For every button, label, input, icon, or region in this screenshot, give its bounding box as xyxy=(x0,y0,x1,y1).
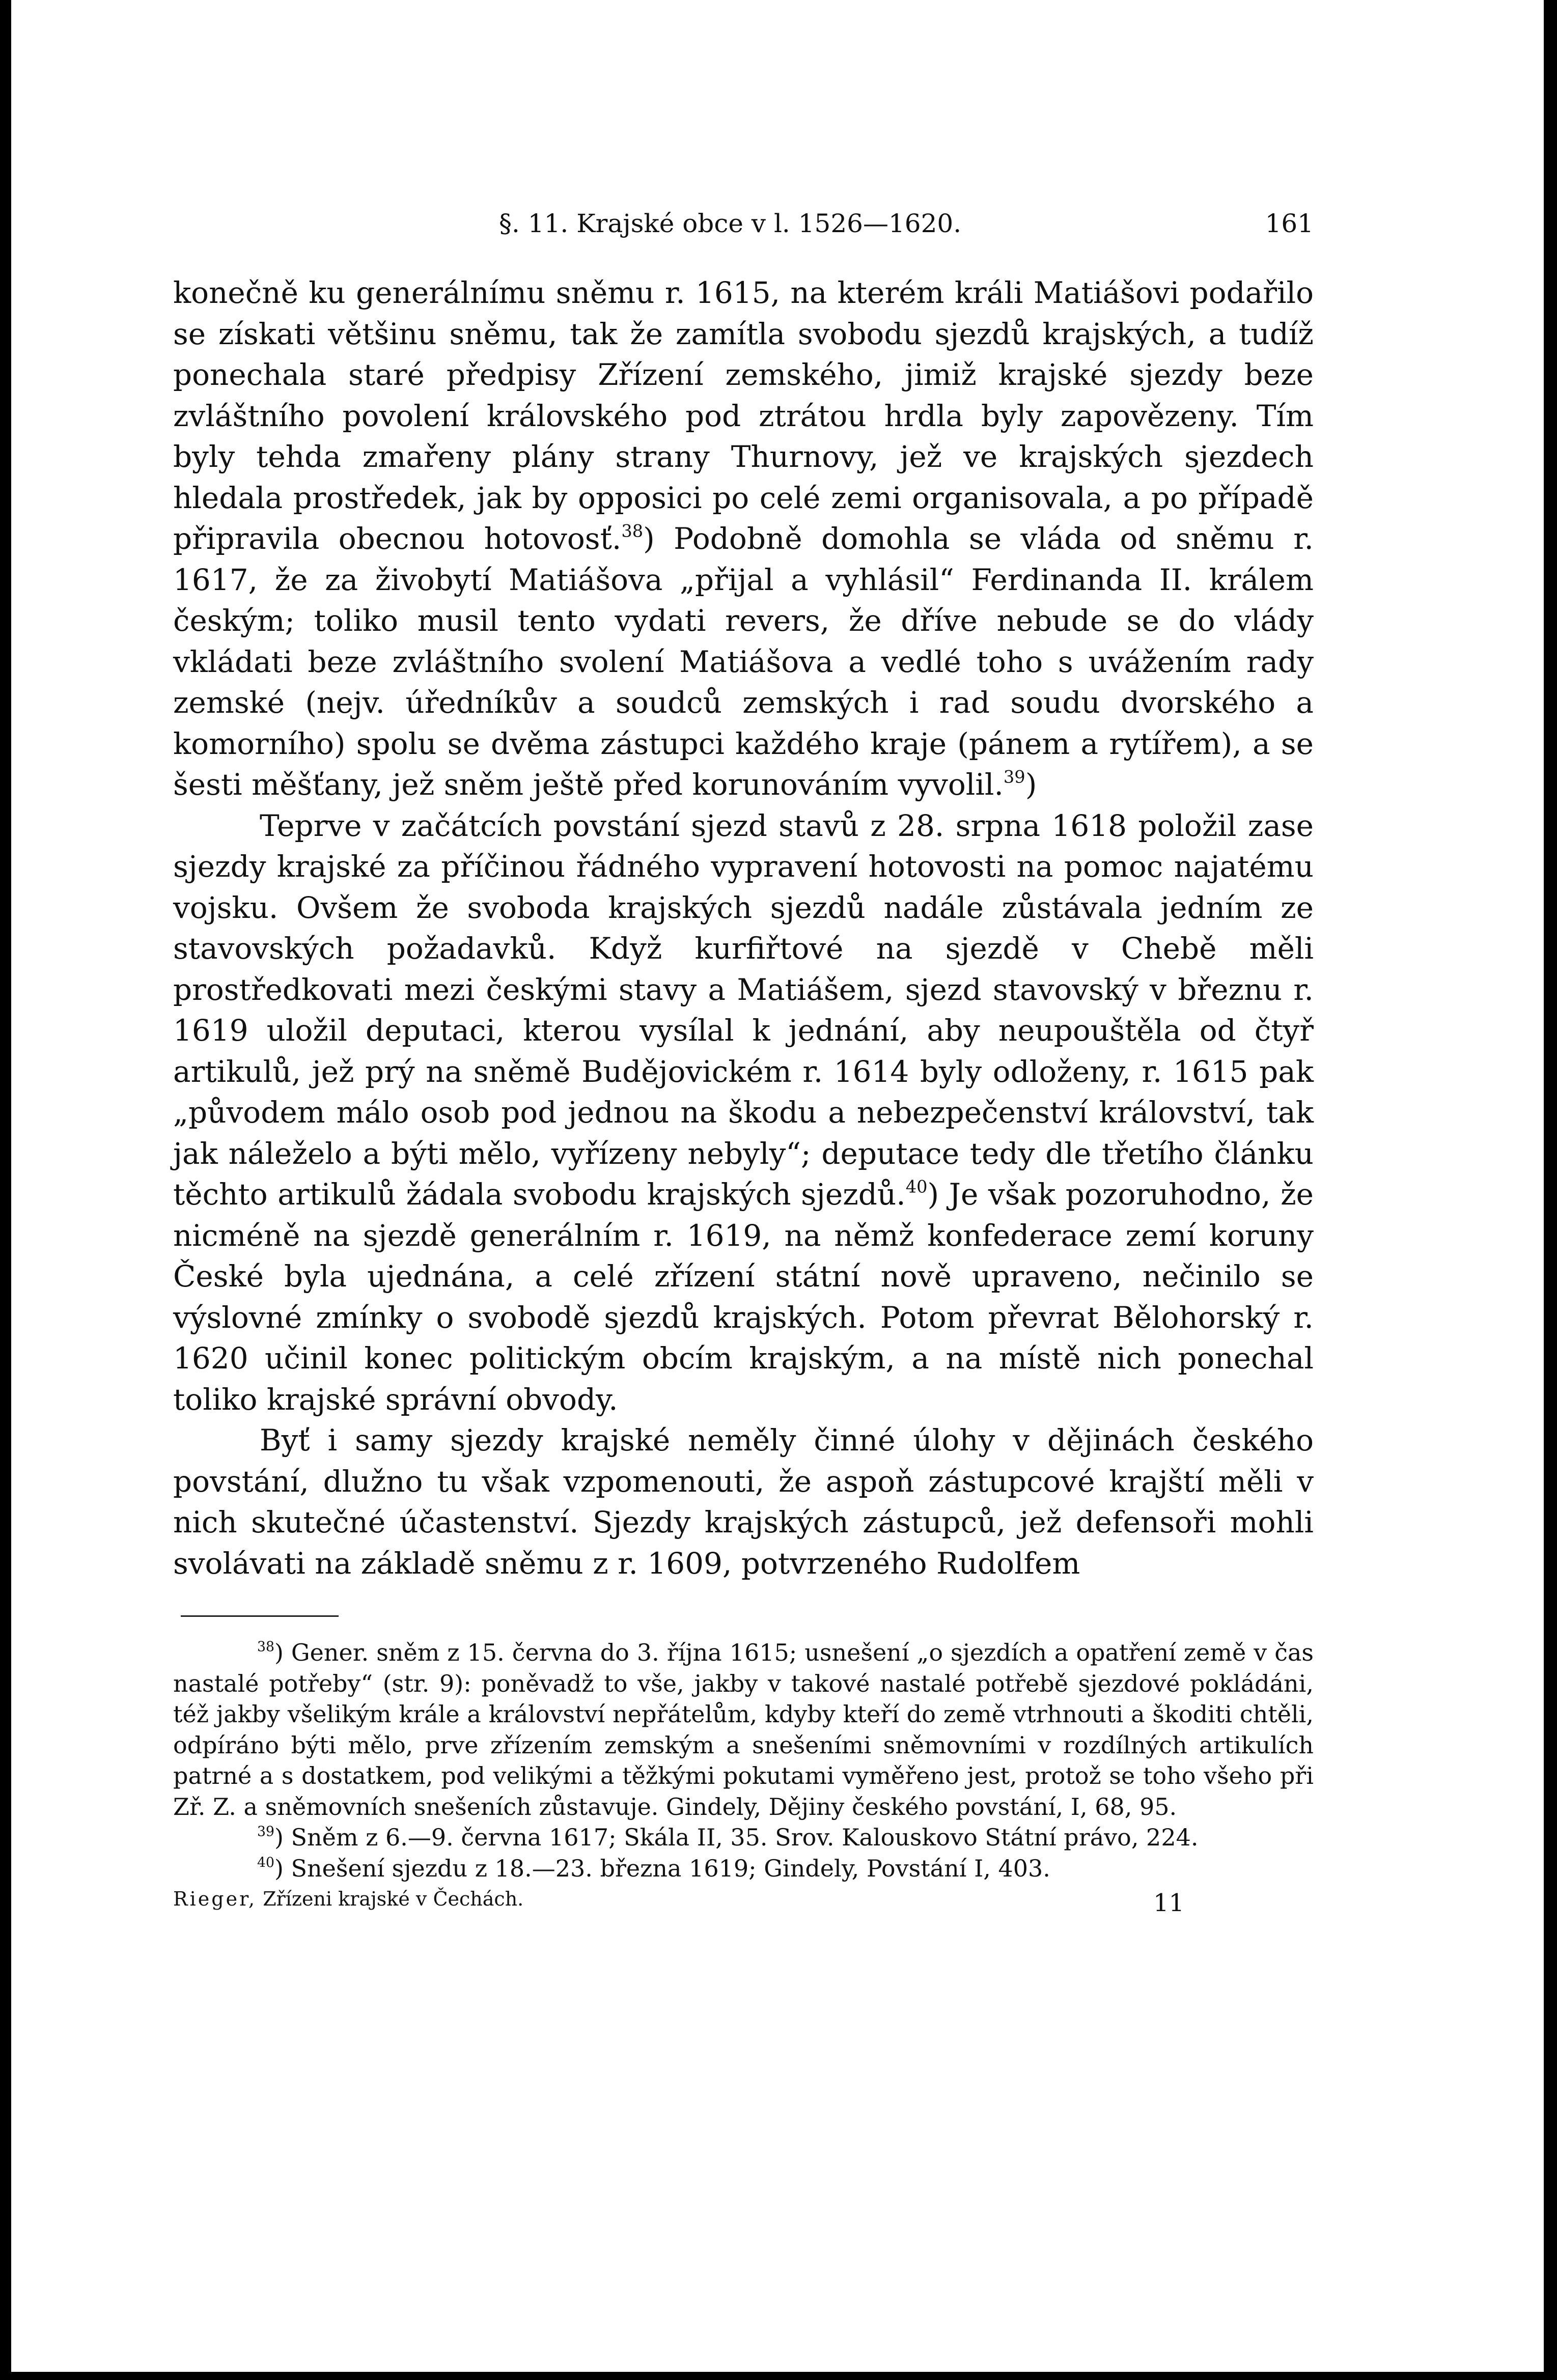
paragraph xyxy=(173,805,1314,1420)
footnote xyxy=(173,1822,1314,1853)
text-run: Teprve v začátcích povstání sjezd stavů z 28. srpna 1618 položil zase sjezdy krajské za příčinou řádného vypravení hotovosti na pomoc najatému vojsku. Ovšem že svoboda krajských sjezdů nadále zůstávala jedním ze stavovských požadavků. Když kurfiřtové na sjezdě v Chebě měli prostředkovati mezi českými stavy a Matiášem, sjezd stavovský v březnu r. 1619 uložil deputaci, kterou vysílal k jednání, aby neupouštěla od čtyř artikulů, jež prý na sněmě Budějovickém r. 1614 byly odloženy, r. 1615 pak „původem málo osob pod jednou na škodu a nebezpečenství království, tak jak náleželo a býti mělo, vyřízeny nebyly“; deputace tedy dle třetího článku těchto artikulů žádala svobodu krajských sjezdů. xyxy=(173,808,1314,1212)
book-page xyxy=(173,204,1314,1926)
signature-line xyxy=(173,1888,523,1910)
paragraph xyxy=(173,1420,1314,1584)
body-text xyxy=(173,272,1314,1584)
text-run: Byť i samy sjezdy krajské neměly činné úlohy v dějinách českého povstání, dlužno tu však vzpomenouti, že aspoň zástupcové krajští měli v nich skutečné účastenství. Sjezdy krajských zástupců, jež defensoři mohli svolávati na základě sněmu z r. 1609, potvrzeného Rudolfem xyxy=(173,1423,1314,1581)
footnote xyxy=(173,1853,1314,1884)
footnote-separator xyxy=(181,1615,339,1617)
page-number: 161 xyxy=(1265,209,1314,238)
text-run: ) xyxy=(1025,767,1037,802)
page-footer xyxy=(173,1886,1314,1926)
text-run: ) Sněm z 6.—9. června 1617; Skála II, 35. Srov. Kalouskovo Státní právo, 224. xyxy=(274,1824,1199,1851)
text-run: ) Gener. sněm z 15. června do 3. října 1615; usnešení „o sjezdích a opatření země v čas nastalé potřeby“ (str. 9): poněvadž to vše, jakby v takové nastalé potřebě sjezdové pokládáni, též jakby všelikým krále a království nepřátelům, kdyby kteří do země vtrhnouti a škoditi chtěli, odpíráno býti mělo, prve zřízením zemským a snešeními sněmovními v rozdílných artikulích patrné a s dostatkem, pod velikými a těžkými pokutami vyměřeno jest, protož se toho všeho při Zř. Z. a sněmovních snešeních zůstavuje. Gindely, Dějiny českého povstání, I, 68, 95. xyxy=(173,1639,1314,1821)
footnote-ref: 38 xyxy=(621,521,644,541)
running-title: §. 11. Krajské obce v l. 1526—1620. xyxy=(499,209,962,238)
footnote-ref: 38 xyxy=(257,1639,274,1655)
text-run: ) Podobně domohla se vláda od sněmu r. 1617, že za živobytí Matiášova „přijal a vyhlásil“ Ferdinanda II. králem českým; toliko musil tento vydati revers, že dříve nebude se do vlády vkládati beze zvláštního svolení Matiášova a vedlé toho s uvážením rady zemské (nejv. úředníkův a soudců zemských i rad soudu dvorského a komorního) spolu se dvěma zástupci každého kraje (pánem a rytířem), a se šesti měšťany, jež sněm ještě před korunováním vyvolil. xyxy=(173,521,1314,802)
signature-author: Rieger, xyxy=(173,1888,257,1910)
text-run: ) Je však pozoruhodno, že nicméně na sjezdě generálním r. 1619, na němž konfederace zemí koruny České byla ujednána, a celé zřízení státní nově upraveno, nečinilo se výslovné zmínky o svobodě sjezdů krajských. Potom převrat Bělohorský r. 1620 učinil konec politickým obcím krajským, a na místě nich ponechal toliko krajské správní obvody. xyxy=(173,1177,1314,1417)
footnote-ref: 40 xyxy=(905,1177,928,1197)
scan-border-right xyxy=(1544,0,1557,2380)
scan-border-left xyxy=(0,0,11,2380)
signature-title: Zřízeni krajské v Čechách. xyxy=(263,1888,524,1910)
footnotes xyxy=(173,1637,1314,1884)
footnote xyxy=(173,1637,1314,1822)
paragraph xyxy=(173,272,1314,805)
footnote-ref: 39 xyxy=(257,1824,274,1840)
footnote-ref: 39 xyxy=(1003,767,1025,787)
text-run: ) Snešení sjezdu z 18.—23. března 1619; Gindely, Povstání I, 403. xyxy=(274,1854,1050,1882)
text-run: konečně ku generálnímu sněmu r. 1615, na kterém králi Matiášovi podařilo se získati většinu sněmu, tak že zamítla svobodu sjezdů krajských, a tudíž ponechala staré předpisy Zřízení zemského, jimiž krajské sjezdy beze zvláštního povolení královského pod ztrátou hrdla byly zapovězeny. Tím byly tehda zmařeny plány strany Thurnovy, jež ve krajských sjezdech hledala prostředek, jak by opposici po celé zemi organisovala, a po případě připravila obecnou hotovosť. xyxy=(173,275,1314,556)
footnote-ref: 40 xyxy=(257,1854,274,1870)
scan-border-bottom xyxy=(0,2372,1557,2380)
running-header xyxy=(173,204,1314,249)
sheet-number: 11 xyxy=(1153,1889,1185,1917)
